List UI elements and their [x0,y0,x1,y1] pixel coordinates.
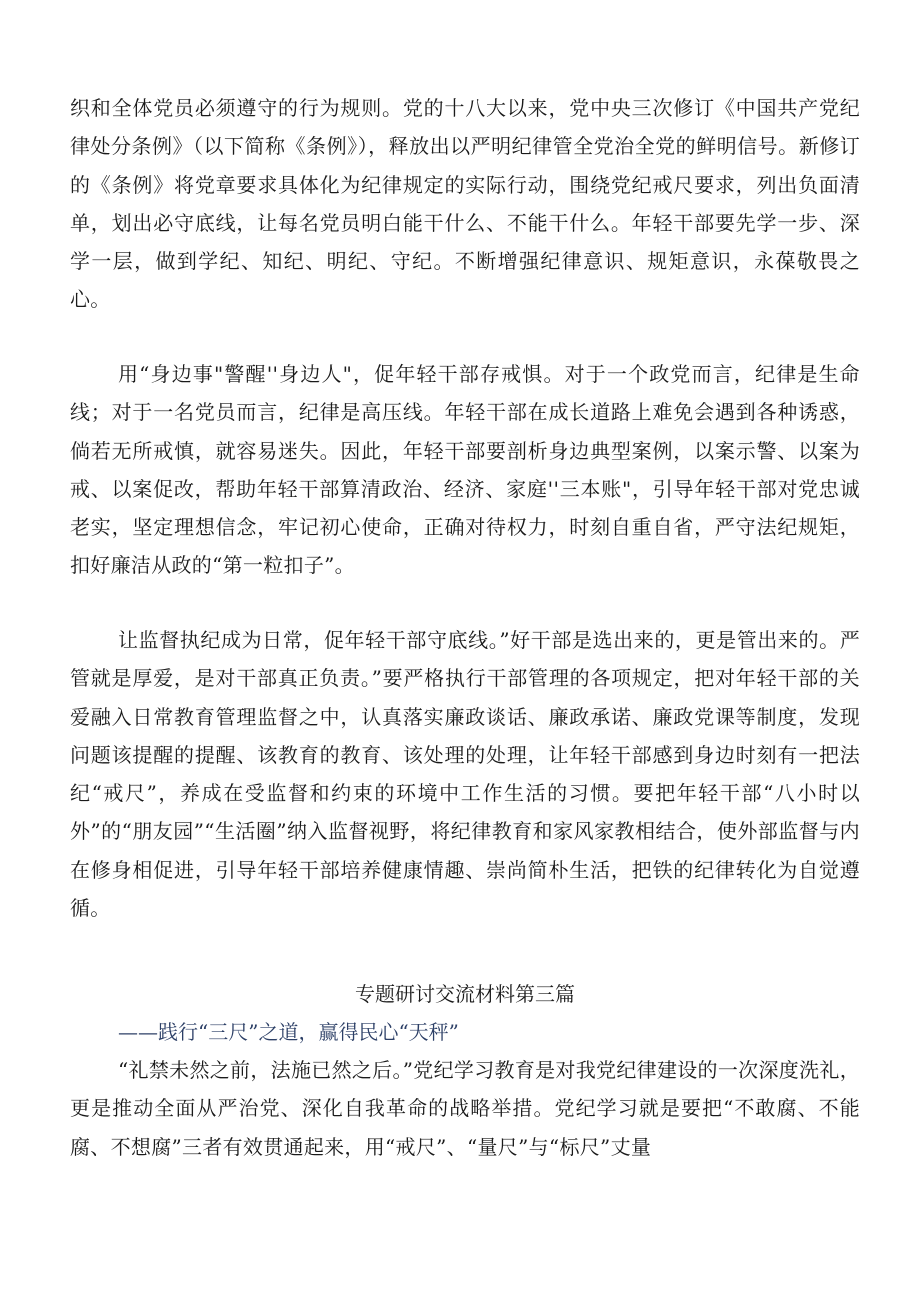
paragraph-3 [70,621,860,927]
paragraph-3-text: 让监督执纪成为日常，促年轻干部守底线。”好干部是选出来的，更是管出来的。严管就是厚爱，是对干部真正负责。”要严格执行干部管理的各项规定，把对年轻干部的关爱融入日常教育管理监督之中，认真落实廉政谈话、廉政承诺、廉政党课等制度，发现问题该提醒的提醒、该教育的教育、该处理的处理，让年轻干部感到身边时刻有一把法纪“戒尺”，养成在受监督和约束的环境中工作生活的习惯。要把年轻干部“八小时以外”的“朋友园”“生活圈”纳入监督视野，将纪律教育和家风家教相结合，使外部监督与内在修身相促进，引导年轻干部培养健康情趣、崇尚简朴生活，把铁的纪律转化为自觉遵循。 [70,628,860,921]
paragraph-4 [70,1051,860,1166]
section-subtitle: ——践行“三尺”之道，赢得民心“天秤” [118,1020,459,1044]
paragraph-1 [70,89,860,319]
paragraph-2-text: 用“身边事"警醒''身边人"，促年轻干部存戒惧。对于一个政党而言，纪律是生命线；对于一名党员而言，纪律是高压线。年轻干部在成长道路上难免会遇到各种诱惑，倘若无所戒慎，就容易迷失。因此，年轻干部要剖析身边典型案例，以案示警、以案为戒、以案促改，帮助年轻干部算清政治、经济、家庭''三本账"，引导年轻干部对党忠诚老实，坚定理想信念，牢记初心使命，正确对待权力，时刻自重自省，严守法纪规矩，扣好廉洁从政的“第一粒扣子”。 [70,362,860,578]
paragraph-1-text: 织和全体党员必须遵守的行为规则。党的十八大以来，党中央三次修订《中国共产党纪律处分条例》（以下简称《条例》），释放出以严明纪律管全党治全党的鲜明信号。新修订的《条例》将党章要求具体化为纪律规定的实际行动，围绕党纪戒尺要求，列出负面清单，划出必守底线，让每名党员明白能干什么、不能干什么。年轻干部要先学一步、深学一层，做到学纪、知纪、明纪、守纪。不断增强纪律意识、规矩意识，永葆敬畏之心。 [70,96,860,312]
paragraph-2 [70,355,860,585]
section-heading: 专题研讨交流材料第三篇 [355,982,575,1006]
paragraph-4-text: “礼禁未然之前，法施已然之后。”党纪学习教育是对我党纪律建设的一次深度洗礼，更是推动全面从严治党、深化自我革命的战略举措。党纪学习就是要把“不敢腐、不能腐、不想腐”三者有效贯通起来，用“戒尺”、“量尺”与“标尺”丈量 [70,1058,860,1159]
